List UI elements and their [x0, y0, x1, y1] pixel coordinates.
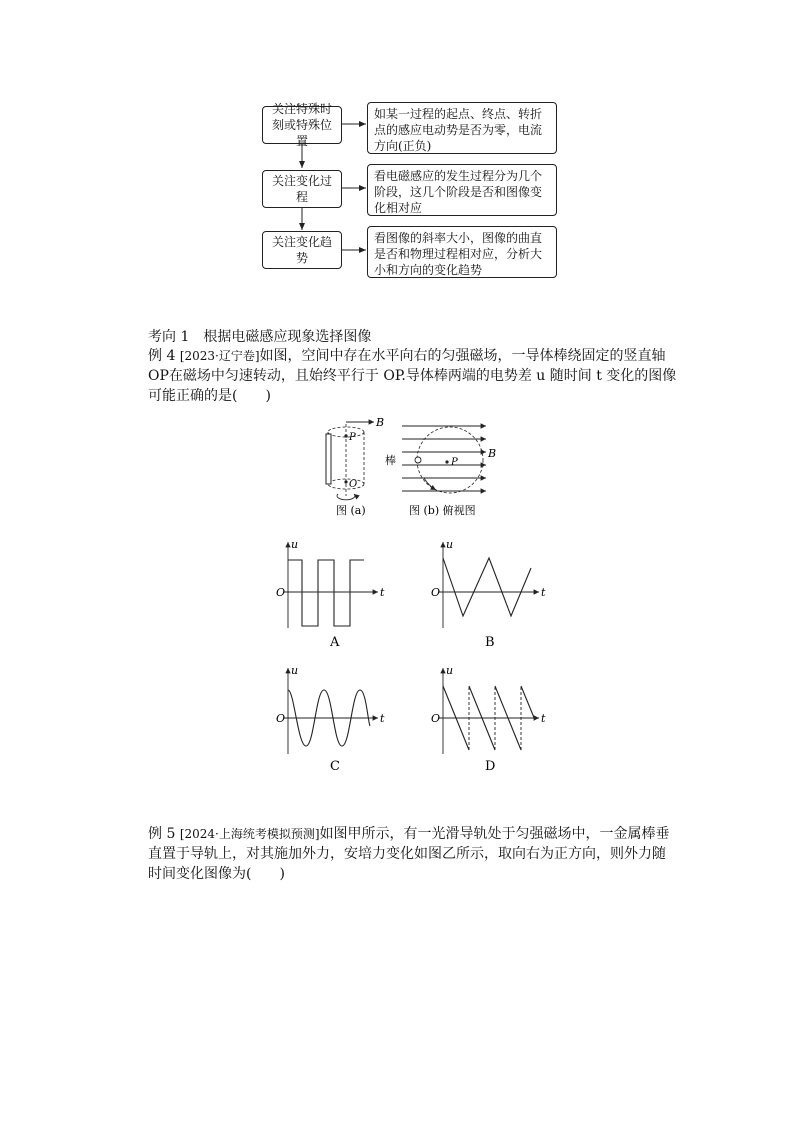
svg-text:O: O	[276, 586, 286, 599]
figure-b-caption: 图 (b) 俯视图	[409, 504, 476, 517]
example-5-source: [2024·上海统考模拟预测]	[179, 827, 320, 841]
svg-text:O: O	[276, 712, 286, 725]
svg-text:t: t	[541, 712, 546, 725]
flow-step-3-title: 关注变化趋势	[262, 231, 342, 269]
option-d-graph	[431, 664, 546, 774]
figure-b-label-P: P	[451, 457, 458, 468]
svg-text:t: t	[380, 586, 385, 599]
flow-step-1-desc: 如某一过程的起点、终点、转折点的感应电动势是否为零，电流方向(正负)	[367, 102, 557, 154]
section-heading: 考向 1 根据电磁感应现象选择图像	[148, 329, 372, 345]
flow-step-2-title: 关注变化过程	[262, 170, 342, 208]
figure-a-caption: 图 (a)	[336, 504, 366, 517]
svg-text:t: t	[380, 712, 385, 725]
option-b-label[interactable]: B	[485, 635, 495, 650]
figure-b-label-rod: 棒	[385, 454, 396, 467]
option-a-graph	[276, 538, 385, 650]
figure-a-cylinder	[326, 418, 384, 500]
example-4-prefix: 例 4	[148, 348, 180, 364]
svg-text:O: O	[431, 586, 441, 599]
svg-text:u: u	[291, 664, 299, 677]
example-4-options	[0, 536, 794, 786]
flow-step-2-desc: 看电磁感应的发生过程分为几个阶段，这几个阶段是否和图像变化相对应	[367, 164, 557, 216]
flow-step-1-title: 关注特殊时刻或特殊位置	[262, 106, 342, 144]
option-b-curve	[443, 558, 531, 616]
figure-b-topview	[385, 426, 496, 493]
conductor-rod	[326, 434, 331, 484]
example-5-body: 如图甲所示，有一光滑导轨处于匀强磁场中，一金属棒垂直置于导轨上，对其施加外力，安培力变化如图乙所示，取向右为正方向，则外力随时间变化图像为( )	[148, 826, 670, 882]
svg-text:O: O	[431, 712, 441, 725]
option-a-curve	[288, 560, 364, 626]
figure-a-label-B: B	[376, 418, 385, 429]
option-b-graph	[431, 538, 546, 650]
svg-text:u: u	[291, 538, 299, 551]
svg-text:u: u	[446, 538, 454, 551]
svg-text:t: t	[541, 586, 546, 599]
option-d-label[interactable]: D	[485, 759, 496, 774]
example-5-text	[148, 824, 678, 884]
option-a-label[interactable]: A	[330, 635, 340, 650]
example-4-text	[148, 346, 678, 406]
figure-a-label-O: O	[349, 479, 358, 490]
example-4-body: 如图，空间中存在水平向右的匀强磁场，一导体棒绕固定的竖直轴OP在磁场中匀速转动，且始终平行于 OP.导体棒两端的电势差 u 随时间 t 变化的图像可能正确的是( )	[148, 348, 677, 404]
figure-b-label-B: B	[488, 447, 497, 460]
svg-text:u: u	[446, 664, 454, 677]
example-4-figure	[0, 418, 794, 518]
flow-step-3-desc: 看图像的斜率大小，图像的曲直是否和物理过程相对应，分析大小和方向的变化趋势	[367, 226, 557, 278]
option-c-graph	[276, 664, 385, 774]
example-5-prefix: 例 5	[148, 826, 180, 842]
figure-a-label-P: P	[349, 432, 356, 443]
example-4-source: [2023·辽宁卷]	[179, 349, 260, 363]
option-c-label[interactable]: C	[330, 759, 340, 774]
